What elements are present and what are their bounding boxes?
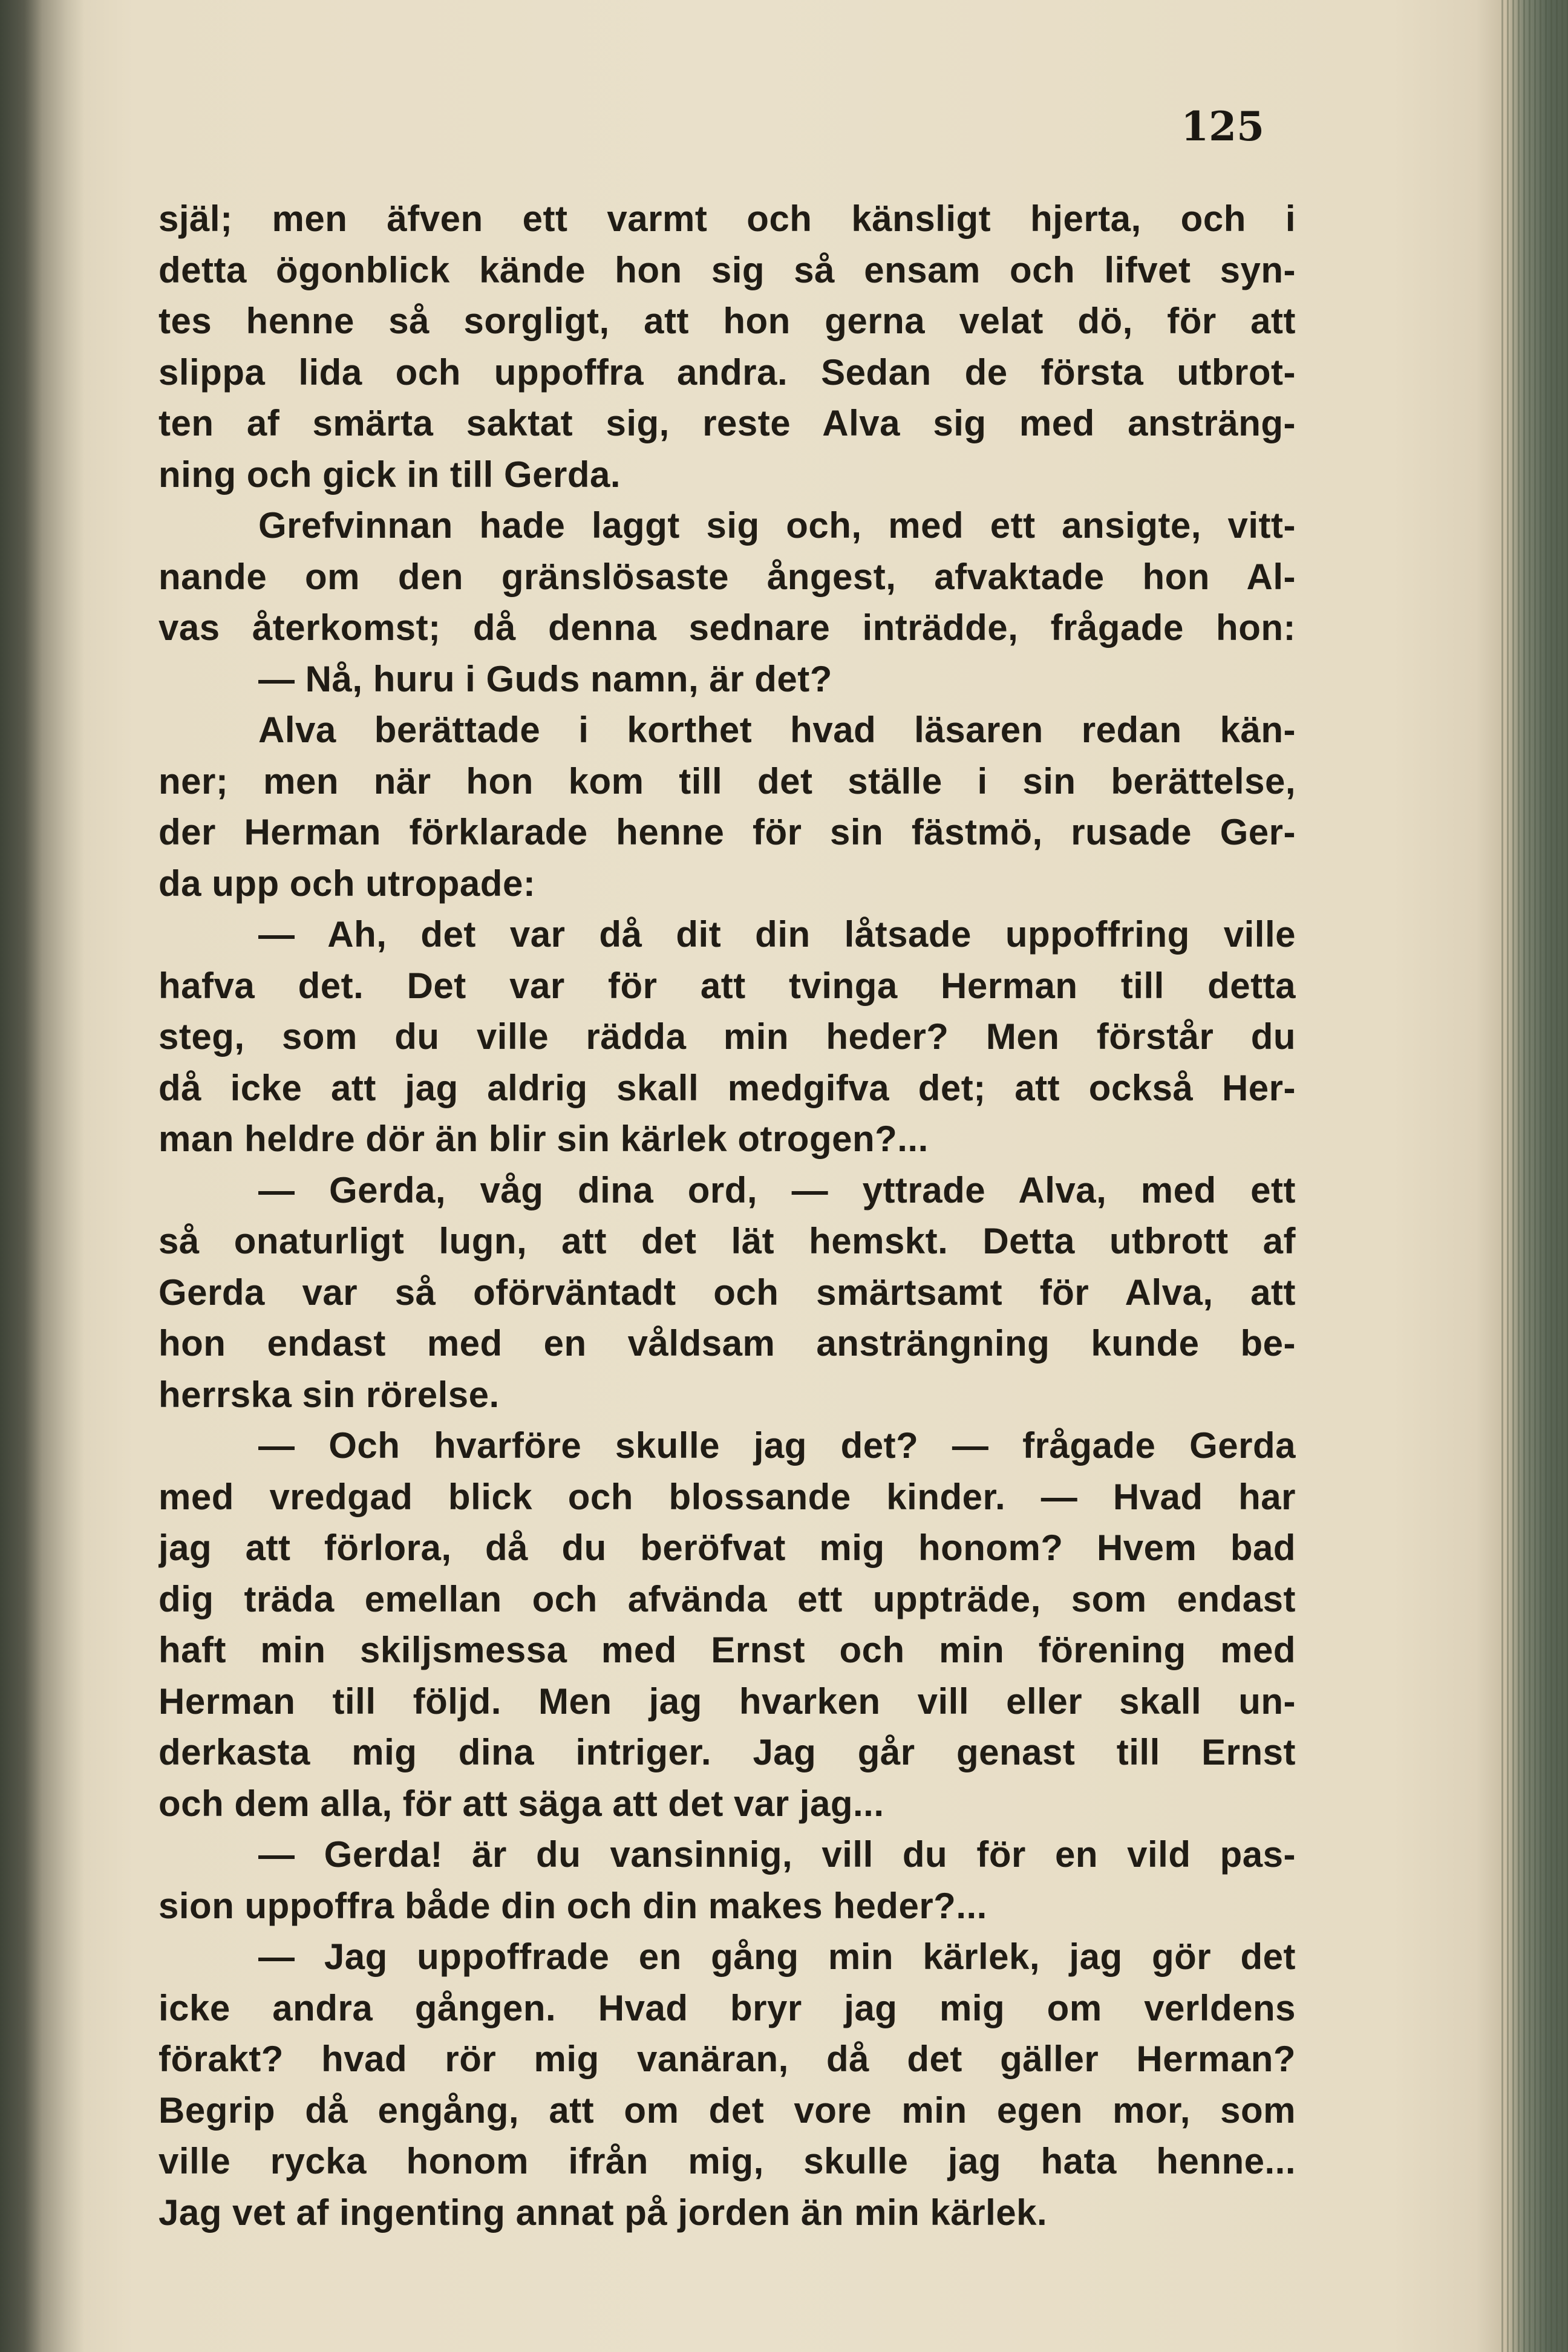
text-line: själ; men äfven ett varmt och känsligt hjerta, och i (158, 198, 1296, 239)
text-line: hon endast med en våldsam ansträngning kunde be- (158, 1323, 1296, 1364)
text-line: ten af smärta saktat sig, reste Alva sig med ansträng- (158, 403, 1296, 443)
body-text (158, 194, 1296, 2238)
text-line: — Ah, det var då dit din låtsade uppoffring ville (258, 914, 1296, 955)
text-line: steg, som du ville rädda min heder? Men förstår du (158, 1016, 1296, 1057)
text-line: nande om den gränslösaste ångest, afvaktade hon Al- (158, 556, 1296, 597)
text-line: dig träda emellan och afvända ett uppträde, som endast (158, 1578, 1296, 1619)
text-line: ner; men när hon kom till det ställe i sin berättelse, (158, 760, 1296, 802)
text-line: — Gerda! är du vansinnig, vill du för en vild pas- (258, 1834, 1296, 1875)
text-line: tes henne så sorgligt, att hon gerna velat dö, för att (158, 301, 1296, 341)
text-line: då icke att jag aldrig skall medgifva det; att också Her- (158, 1067, 1296, 1108)
text-line: ville rycka honom ifrån mig, skulle jag hata henne... (158, 2141, 1296, 2181)
text-line: och dem alla, för att säga att det var jag... (158, 1783, 884, 1824)
text-line: Jag vet af ingenting annat på jorden än min kärlek. (158, 2192, 1048, 2233)
text-line: så onaturligt lugn, att det lät hemskt. Detta utbrott af (158, 1221, 1296, 1261)
text-line: förakt? hvad rör mig vanäran, då det gäller Herman? (158, 2039, 1296, 2079)
text-line: hafva det. Det var för att tvinga Herman till detta (158, 965, 1296, 1006)
text-line: sion uppoffra både din och din makes heder?... (158, 1885, 987, 1926)
text-line: haft min skiljsmessa med Ernst och min förening med (158, 1630, 1296, 1670)
text-line: Begrip då engång, att om det vore min egen mor, som (158, 2089, 1296, 2131)
text-line: vas återkomst; då denna sednare inträdde, frågade hon: (158, 607, 1296, 648)
text-line: Grefvinnan hade laggt sig och, med ett ansigte, vitt- (258, 505, 1296, 546)
text-line: icke andra gången. Hvad bryr jag mig om verldens (158, 1987, 1296, 2028)
text-line: — Jag uppoffrade en gång min kärlek, jag gör det (258, 1936, 1296, 1977)
text-line: da upp och utropade: (158, 863, 536, 904)
book-gutter-shadow (0, 0, 85, 2352)
text-line: derkasta mig dina intriger. Jag går genast till Ernst (158, 1732, 1296, 1772)
text-line: — Och hvarföre skulle jag det? — frågade Gerda (258, 1425, 1296, 1466)
text-line: detta ögonblick kände hon sig så ensam och lifvet syn- (158, 249, 1296, 290)
text-line: Alva berättade i korthet hvad läsaren redan kän- (258, 710, 1296, 750)
page-edge-stack (1501, 0, 1568, 2352)
page-number: 125 (1181, 103, 1264, 150)
text-line: herrska sin rörelse. (158, 1374, 500, 1415)
text-line: Herman till följd. Men jag hvarken vill eller skall un- (158, 1681, 1296, 1722)
text-line: slippa lida och uppoffra andra. Sedan de första utbrot- (158, 351, 1296, 393)
text-line: man heldre dör än blir sin kärlek otrogen?... (158, 1119, 929, 1159)
text-line: Gerda var så oförväntadt och smärtsamt för Alva, att (158, 1272, 1296, 1313)
text-line: der Herman förklarade henne för sin fästmö, rusade Ger- (158, 812, 1296, 852)
text-line: med vredgad blick och blossande kinder. — Hvad har (158, 1476, 1296, 1517)
text-line: ning och gick in till Gerda. (158, 454, 621, 495)
text-line: — Gerda, våg dina ord, — yttrade Alva, med ett (258, 1169, 1296, 1210)
text-line: jag att förlora, då du beröfvat mig honom? Hvem bad (158, 1527, 1296, 1568)
text-line: — Nå, huru i Guds namn, är det? (258, 658, 832, 699)
